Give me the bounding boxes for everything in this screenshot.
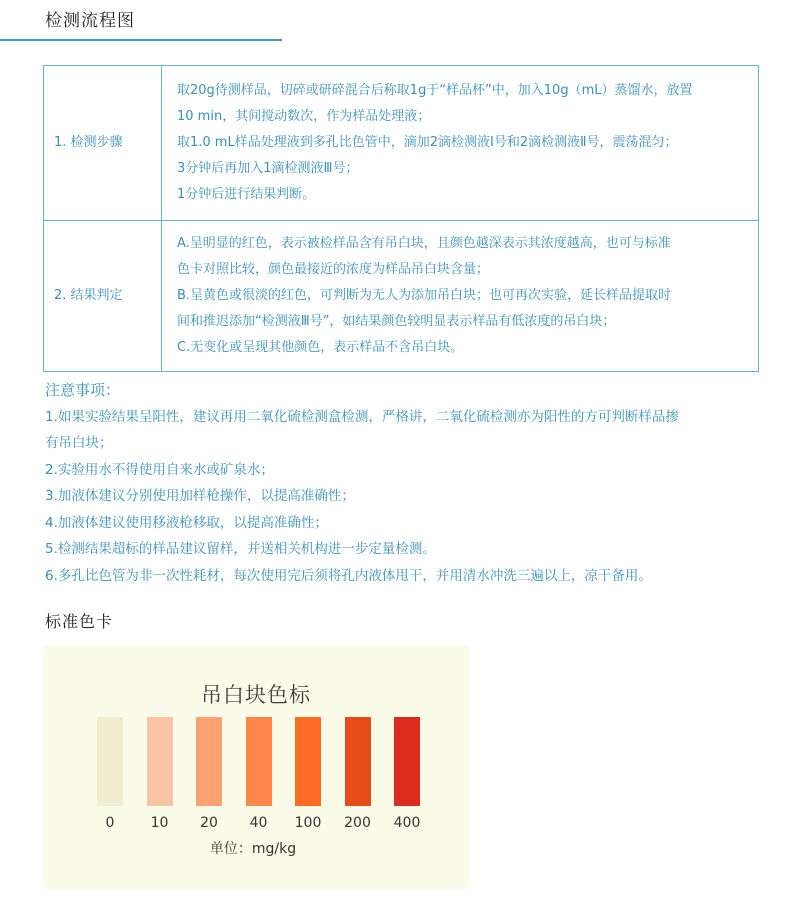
color-swatch: [345, 717, 371, 806]
swatch-label: 20: [200, 815, 218, 831]
swatch-label: 200: [344, 815, 371, 831]
swatch-label: 400: [393, 815, 421, 831]
note-item: 2.实验用水不得使用自来水或矿泉水；: [45, 461, 274, 478]
step-label: 1. 检测步骤: [44, 66, 162, 221]
color-swatch: [295, 717, 321, 806]
color-swatch: [97, 717, 123, 806]
title-underline: [0, 39, 282, 41]
step-line: 1分钟后进行结果判断。: [177, 187, 316, 202]
result-line: A.呈明显的红色，表示被检样品含有吊白块，且颜色越深表示其浓度越高，也可与标准: [177, 236, 671, 251]
color-swatch: [196, 717, 222, 806]
notes-section: [45, 377, 765, 589]
table-row: [44, 66, 759, 221]
result-line: 间和推迟添加“检测液Ⅲ号”，如结果颜色较明显表示样品有低浓度的吊白块；: [177, 314, 616, 329]
swatch-label: 40: [249, 815, 268, 831]
flow-table: [43, 65, 759, 372]
section-title: 检测流程图: [45, 11, 135, 31]
swatch-label: 100: [294, 815, 322, 831]
note-item: 3.加液体建议分别使用加样枪操作，以提高准确性；: [45, 488, 355, 504]
result-content: [162, 221, 759, 372]
note-item: 5.检测结果超标的样品建议留样，并送相关机构进一步定量检测。: [45, 541, 436, 557]
step-line: 取1.0 mL样品处理液到多孔比色管中，滴加2滴检测液Ⅰ号和2滴检测液Ⅱ号，震荡混匀；: [177, 135, 678, 150]
result-line: B.呈黄色或很淡的红色，可判断为无人为添加吊白块；也可再次实验，延长样品提取时: [177, 288, 672, 303]
result-line: 色卡对照比较，颜色最接近的浓度为样品吊白块含量；: [177, 262, 490, 277]
color-card: [43, 645, 469, 889]
color-swatch: [246, 717, 272, 806]
unit-label: 单位：mg/kg: [209, 841, 297, 857]
note-item: 有吊白块；: [45, 435, 113, 451]
swatch-label: 10: [150, 815, 169, 831]
step-content: [162, 66, 759, 221]
note-item: 1.如果实验结果呈阳性，建议再用二氧化硫检测盒检测，严格讲，二氧化硫检测亦为阳性的方可判断样品掺: [45, 408, 679, 425]
color-card-title: 标准色卡: [45, 612, 114, 631]
notes-heading: 注意事项：: [45, 381, 121, 399]
result-line: C.无变化或呈现其他颜色，表示样品不含吊白块。: [177, 340, 464, 355]
color-card-heading: 吊白块色标: [201, 683, 311, 707]
swatch-label: 0: [105, 815, 115, 831]
step-line: 3分钟后再加入1滴检测液Ⅲ号；: [177, 161, 359, 176]
note-item: 6.多孔比色管为非一次性耗材，每次使用完后须将孔内液体甩干，并用清水冲洗三遍以上，凉干备用。: [45, 567, 652, 584]
table-row: [44, 221, 759, 372]
color-swatch: [394, 717, 420, 806]
color-swatch: [147, 717, 173, 806]
result-label: 2. 结果判定: [44, 221, 162, 372]
note-item: 4.加液体建议使用移液枪移取，以提高准确性；: [45, 514, 328, 531]
step-line: 取20g待测样品，切碎或研碎混合后称取1g于“样品杯”中，加入10g（mL）蒸馏水，放置: [177, 83, 693, 98]
step-line: 10 min，其间搅动数次，作为样品处理液；: [177, 109, 431, 124]
